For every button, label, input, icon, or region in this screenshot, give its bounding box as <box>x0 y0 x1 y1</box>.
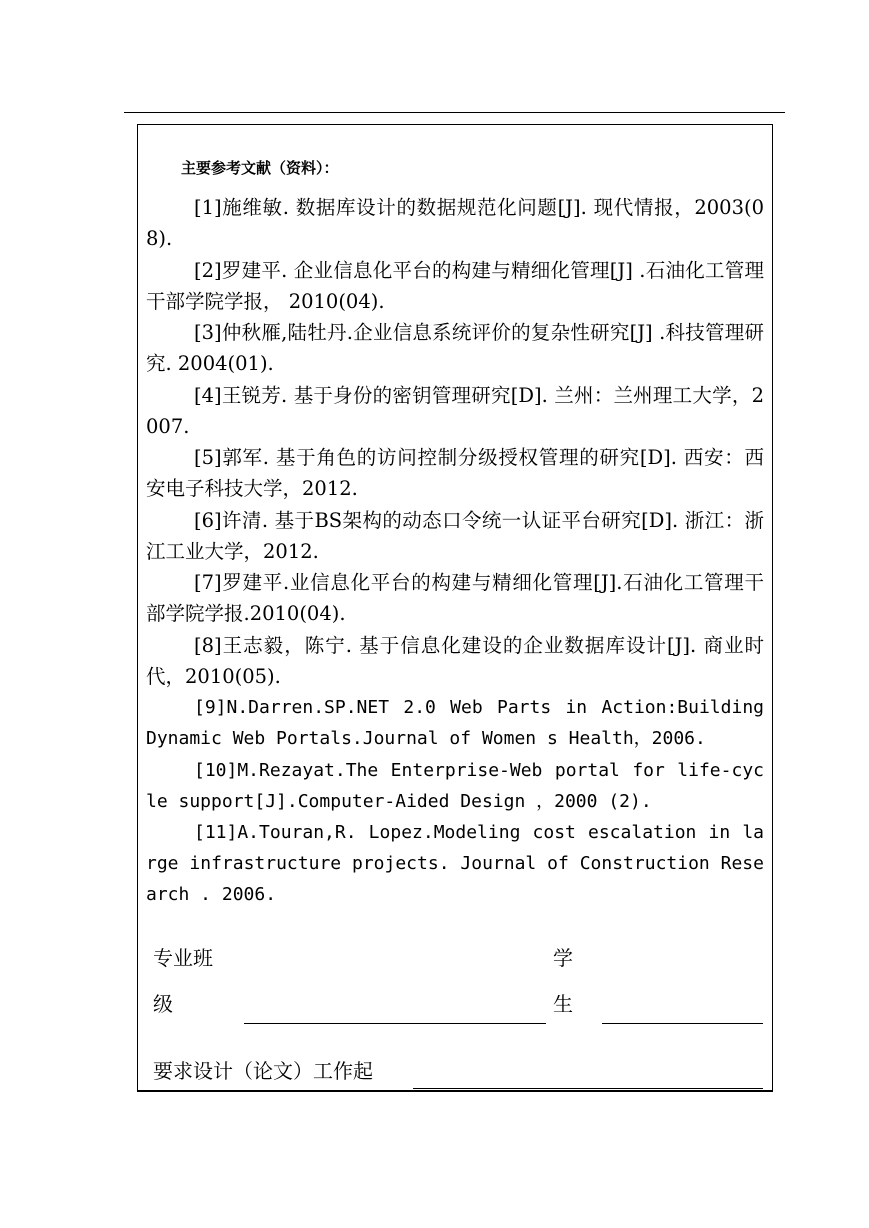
reference-item: [7]罗建平.业信息化平台的构建与精细化管理[J].石油化工管理干部学院学报.2010(04). <box>146 571 764 625</box>
reference-item: [1]施维敏. 数据库设计的数据规范化问题[J]. 现代情报，2003(08). <box>146 196 764 250</box>
student-label-continued: 生 <box>553 992 573 1016</box>
start-date-input-line[interactable] <box>413 1088 763 1089</box>
reference-item: [11]A.Touran,R. Lopez.Modeling cost escalation in large infrastructure projects. Journal of Construction Research . 2006. <box>146 822 764 905</box>
reference-item: [3]仲秋雁,陆牡丹.企业信息系统评价的复杂性研究[J] .科技管理研究. 2004(01). <box>146 321 764 375</box>
reference-item: [10]M.Rezayat.The Enterprise-Web portal for life-cycle support[J].Computer-Aided Design ，2000 (2). <box>146 759 764 812</box>
class-input-line[interactable] <box>244 1023 546 1024</box>
reference-list <box>146 192 764 911</box>
references-heading: 主要参考文献（资料）： <box>181 159 339 177</box>
student-label: 学 <box>553 946 573 970</box>
reference-item: [6]许清. 基于BS架构的动态口令统一认证平台研究[D]. 浙江：浙江工业大学，2012. <box>146 508 764 563</box>
student-input-line[interactable] <box>602 1023 763 1024</box>
reference-item: [9]N.Darren.SP.NET 2.0 Web Parts in Action:Building Dynamic Web Portals.Journal of Women s Health，2006. <box>146 697 764 749</box>
class-label-continued: 级 <box>153 992 173 1016</box>
class-label: 专业班 <box>153 946 213 970</box>
start-date-label: 要求设计（论文）工作起 <box>153 1059 373 1083</box>
reference-item: [5]郭军. 基于角色的访问控制分级授权管理的研究[D]. 西安：西安电子科技大学，2012. <box>146 446 764 500</box>
reference-item: [4]王锐芳. 基于身份的密钥管理研究[D]. 兰州：兰州理工大学，2007. <box>146 383 764 438</box>
reference-item: [8]王志毅，陈宁. 基于信息化建设的企业数据库设计[J]. 商业时代，2010(05). <box>146 633 764 688</box>
header-rule <box>124 112 785 113</box>
reference-item: [2]罗建平. 企业信息化平台的构建与精细化管理[J] .石油化工管理干部学院学报， 2010(04). <box>146 258 764 313</box>
form-frame-bottom <box>137 1090 773 1092</box>
